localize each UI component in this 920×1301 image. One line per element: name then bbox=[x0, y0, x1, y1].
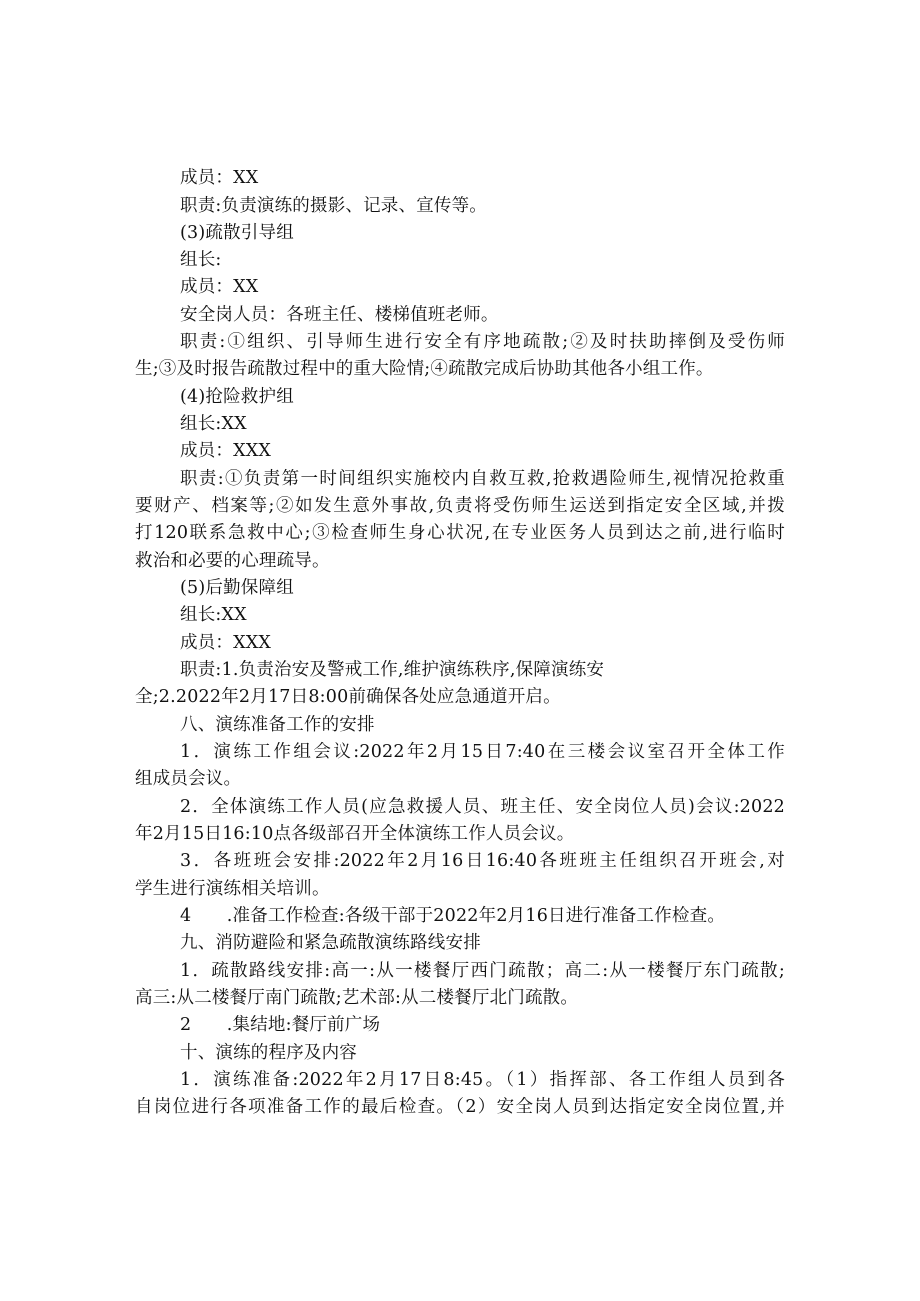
text-line: 全;2.2022年2月17日8:00前确保各处应急通道开启。 bbox=[135, 687, 561, 707]
text-line: 高三:从二楼餐厅南门疏散;艺术部:从二楼餐厅北门疏散。 bbox=[135, 988, 579, 1008]
text-line: 成员：XX bbox=[180, 168, 259, 188]
text-line: (3)疏散引导组 bbox=[180, 223, 294, 243]
text-line: 成员：XXX bbox=[180, 441, 272, 461]
text-line: 职责:①负责第一时间组织实施校内自救互救,抢救遇险师生,视情况抢救重 bbox=[180, 469, 785, 489]
text-line: (5)后勤保障组 bbox=[180, 578, 294, 598]
text-line: 3．各班班会安排:2022年2月16日16:40各班班主任组织召开班会,对 bbox=[180, 851, 785, 871]
text-line: 生;③及时报告疏散过程中的重大险情;④疏散完成后协助其他各小组工作。 bbox=[135, 359, 714, 379]
text-line: 1．疏散路线安排:高一:从一楼餐厅西门疏散；高二:从一楼餐厅东门疏散; bbox=[180, 961, 785, 981]
text-line: 要财产、档案等;②如发生意外事故,负责将受伤师生运送到指定安全区域,并拨 bbox=[135, 496, 785, 516]
text-line: 职责:负责演练的摄影、记录、宣传等。 bbox=[180, 196, 487, 216]
text-line: 2 .集结地:餐厅前广场 bbox=[180, 1015, 381, 1035]
text-line: 职责:1.负责治安及警戒工作,维护演练秩序,保障演练安 bbox=[180, 660, 605, 680]
text-line: 组长:XX bbox=[180, 605, 247, 625]
section-heading: 八、演练准备工作的安排 bbox=[180, 715, 375, 735]
text-line: 4 .准备工作检查:各级干部于2022年2月16日进行准备工作检查。 bbox=[180, 906, 726, 926]
text-line: 救治和必要的心理疏导。 bbox=[135, 551, 330, 571]
section-heading: 九、消防避险和紧急疏散演练路线安排 bbox=[180, 933, 481, 953]
text-line: 1．演练工作组会议:2022年2月15日7:40在三楼会议室召开全体工作 bbox=[180, 742, 785, 762]
text-line: 打120联系急救中心;③检查师生身心状况,在专业医务人员到达之前,进行临时 bbox=[135, 523, 785, 543]
text-line: 组长:XX bbox=[180, 414, 247, 434]
text-line: 安全岗人员：各班主任、楼梯值班老师。 bbox=[180, 305, 499, 325]
text-line: 组成员会议。 bbox=[135, 769, 242, 789]
section-heading: 十、演练的程序及内容 bbox=[180, 1043, 357, 1063]
text-line: 成员：XXX bbox=[180, 633, 272, 653]
text-line: 1．演练准备:2022年2月17日8:45。（1）指挥部、各工作组人员到各 bbox=[180, 1070, 785, 1090]
text-line: 年2月15日16:10点各级部召开全体演练工作人员会议。 bbox=[135, 824, 575, 844]
text-line: 自岗位进行各项准备工作的最后检查。（2）安全岗人员到达指定安全岗位置,并 bbox=[135, 1097, 785, 1117]
text-line: (4)抢险救护组 bbox=[180, 387, 294, 407]
text-line: 职责:①组织、引导师生进行安全有序地疏散;②及时扶助摔倒及受伤师 bbox=[180, 332, 785, 352]
text-line: 组长: bbox=[180, 250, 222, 270]
text-line: 学生进行演练相关培训。 bbox=[135, 879, 330, 899]
text-line: 2．全体演练工作人员(应急救援人员、班主任、安全岗位人员)会议:2022 bbox=[180, 797, 785, 817]
text-line: 成员：XX bbox=[180, 277, 259, 297]
